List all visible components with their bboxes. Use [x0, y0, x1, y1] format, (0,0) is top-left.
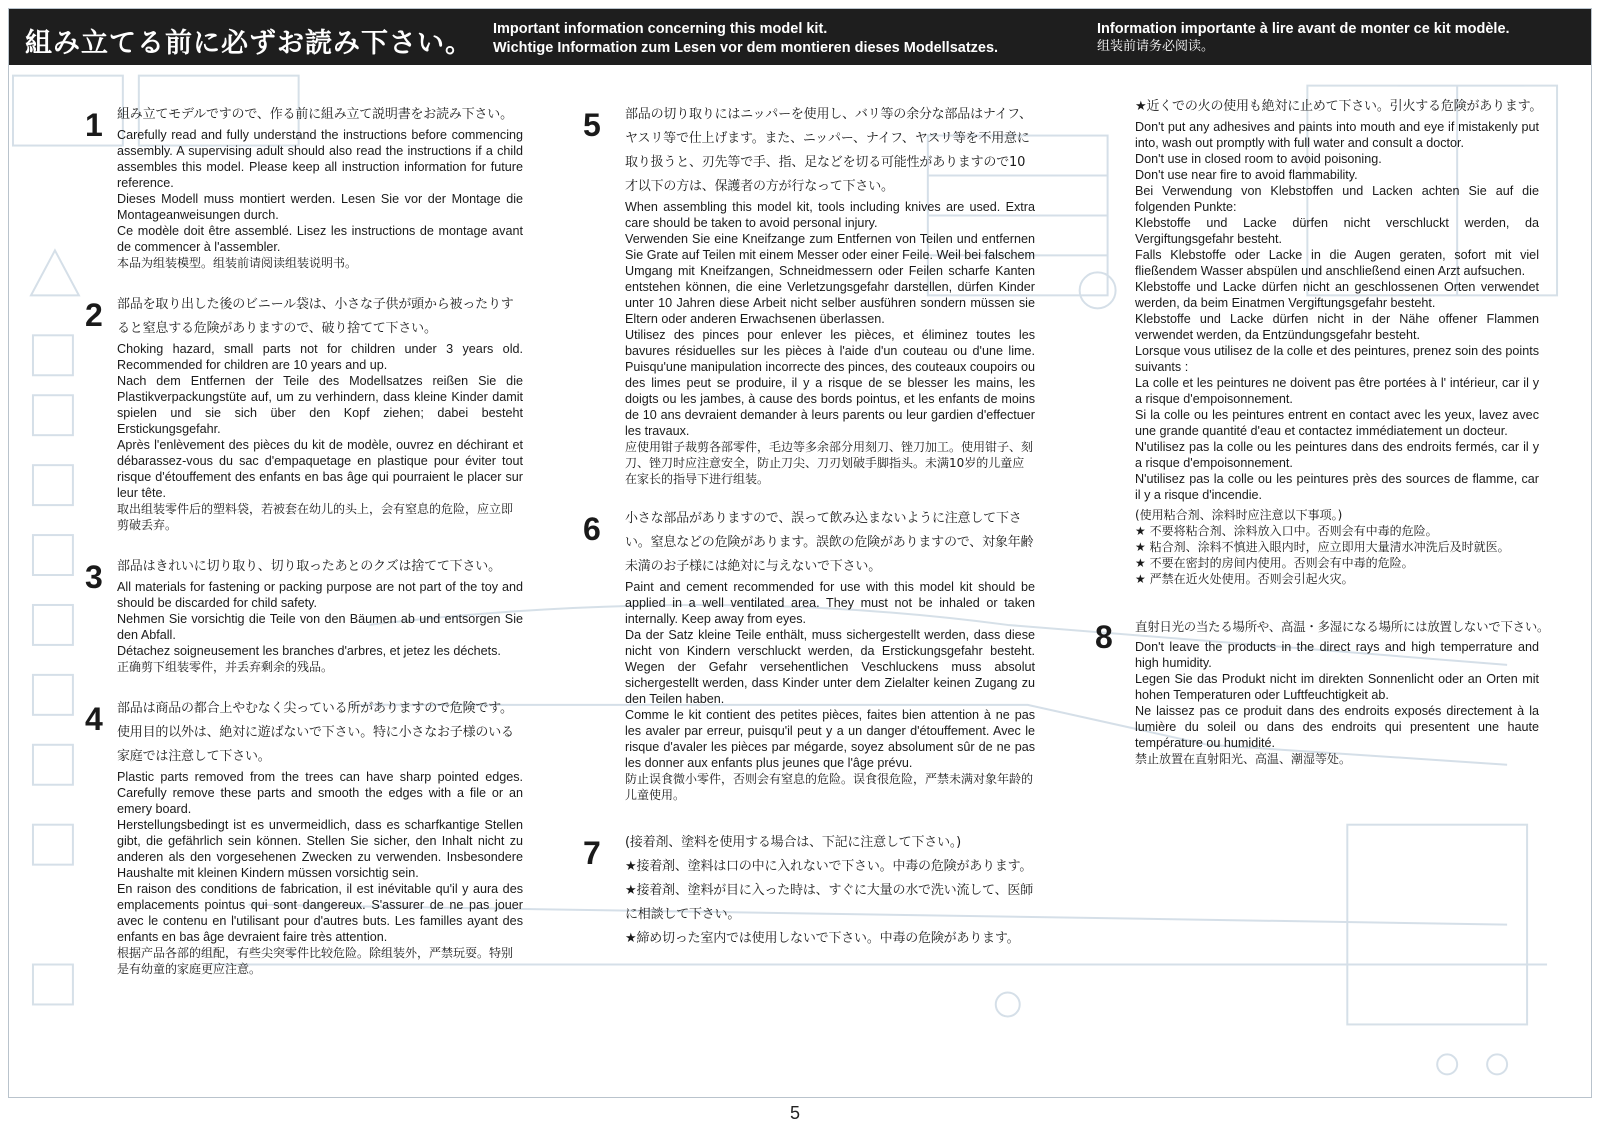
- section-4: [27, 697, 523, 977]
- section-8-japanese: [1135, 615, 1550, 639]
- section-1-french: Ce modèle doit être assemblé. Lisez les instructions de montage avant de commencer à l'assembler.: [117, 224, 523, 254]
- section-7-english-line: Don't use in closed room to avoid poisoning.: [1135, 152, 1382, 166]
- section-8-french: Ne laissez pas ce produit dans des endroits exposés directement à la lumière du soleil ou dans des endroits qui presentent une haute température ou humidité.: [1135, 704, 1539, 750]
- section-1-japanese: [117, 103, 523, 127]
- section-7: [535, 831, 1035, 951]
- section-7-french-line: N'utilisez pas la colle ou les peintures dans des endroits fermés, car il y a risque d'empoisonnement.: [1135, 440, 1539, 470]
- section-1-english: Carefully read and fully understand the instructions before commencing assembly. A supervising adult should also read the instructions if a child assembles this model. Please keep all instruction information for future reference.: [117, 128, 523, 190]
- section-6: [535, 507, 1035, 803]
- section-7-german-line: Klebstoffe und Lacke dürfen nicht verschluckt werden, da Vergiftungsgefahr besteht.: [1135, 216, 1539, 246]
- jp-line: 使用目的以外は、絶対に遊ばないで下さい。特に小さなお子様のいる: [117, 725, 514, 740]
- section-5-french: Utilisez des pinces pour enlever les pièces, et éliminez toutes les bavures résiduelles sur les pièces à l'aide d'un couteau ou d'une lime. Puisqu'une manipulation incorrecte des pinces, des couteaux coupoirs ou des limes peut se produire, il y a risque de se blesser les mains, les doigts ou les jambes, à cause des bords pointus, et les enfants de moins de 10 ans devraient demander à leurs parents ou leur gardien d'effectuer les travaux.: [625, 328, 1035, 438]
- section-4-french: En raison des conditions de fabrication, il est inévitable qu'il y aura des emplacements pointus qui sont dangereux. S'assurer de ne pas jouer avec le contenu en l'utilisant pour d'autres buts. Les familles ayant des enfants en bas âge devraient faire très attention.: [117, 882, 523, 944]
- header-french-line: Information importante à lire avant de monter ce kit modèle.: [1097, 21, 1510, 37]
- section-7-french-line: Lorsque vous utilisez de la colle et des peintures, prenez soin des points suivants :: [1135, 344, 1539, 374]
- section-7-continued: [1045, 95, 1543, 587]
- jp-line: 部品はきれいに切り取り、切り取ったあとのクズは捨てて下さい。: [117, 559, 501, 574]
- jp-line: 才以下の方は、保護者の方が行なって下さい。: [625, 179, 894, 194]
- jp-line: 取り扱うと、刃先等で手、指、足などを切る可能性がありますので10: [625, 155, 1026, 170]
- section-4-japanese: [117, 697, 523, 769]
- section-number: 8: [1095, 619, 1113, 655]
- section-2-french: Après l'enlèvement des pièces du kit de modèle, ouvrez en déchirant et débarassez-vous du sac d'empaquetage en plastique pour éviter tout risque d'étouffement des enfants en bas âge qui pourraient le placer sur leur tête.: [117, 438, 523, 500]
- section-2-chinese: 取出组装零件后的塑料袋，若被套在幼儿的头上，会有窒息的危险，应立即剪破丢弃。: [117, 502, 514, 532]
- section-4-chinese: 根据产品各部的组配，有些尖突零件比较危险。除组装外，严禁玩耍。特别是有幼童的家庭更应注意。: [117, 946, 514, 976]
- section-1-german: Dieses Modell muss montiert werden. Lesen Sie vor der Montage die Montageanweisungen durch.: [117, 192, 523, 222]
- section-8-chinese: 禁止放置在直射阳光、高温、潮湿等处。: [1135, 752, 1352, 766]
- section-4-english: Plastic parts removed from the trees can have sharp pointed edges. Carefully remove these parts and smooth the edges with a file or an emery board.: [117, 770, 523, 816]
- section-3-japanese: [117, 555, 523, 579]
- section-7-chinese-line: (使用粘合剂、涂料时应注意以下事项。): [1135, 508, 1343, 522]
- jp-line: ヤスリ等で仕上げます。また、ニッパー、ナイフ、ヤスリ等を不用意に: [625, 131, 1030, 146]
- header-german-line: Wichtige Information zum Lesen vor dem montieren dieses Modellsatzes.: [493, 40, 999, 56]
- section-7-french-line: La colle et les peintures ne doivent pas être portées à l' intérieur, car il y a risque d'empoisonnement.: [1135, 376, 1539, 406]
- column-2: [535, 73, 1035, 951]
- jp-line: ★接着剤、塗料は口の中に入れないで下さい。中毒の危険があります。: [625, 859, 1033, 874]
- section-7-chinese-line: ★ 不要将粘合剂、涂料放入口中。否则会有中毒的危险。: [1135, 524, 1438, 538]
- jp-line: 組み立てモデルですので、作る前に組み立て説明書をお読み下さい。: [117, 107, 513, 122]
- section-8: [1045, 615, 1550, 767]
- section-7-japanese: [625, 831, 1035, 951]
- section-4-german: Herstellungsbedingt ist es unvermeidlich, dass es scharfkantige Stellen gibt, die gefährlich sein können. Stellen Sie sicher, den Inhalt nicht zu anderen als den vorgesehenen Zwecken zu verwenden. Insbesondere Haushalte mit kleinen Kindern müssen vorsichtig sein.: [117, 818, 523, 880]
- section-3: [27, 555, 523, 675]
- section-8-german: Legen Sie das Produkt nicht im direkten Sonnenlicht oder an Orten mit hohen Temperaturen oder Luftfeuchtigkeit ab.: [1135, 672, 1539, 702]
- section-number: 2: [85, 297, 103, 333]
- section-7-german-line: Bei Verwendung von Klebstoffen und Lacken achten Sie auf die folgenden Punkte:: [1135, 184, 1539, 214]
- page-number: 5: [790, 1103, 801, 1123]
- section-8-english: Don't leave the products in the direct rays and high temperrature and high humidity.: [1135, 640, 1539, 670]
- section-7-english-line: Don't use near fire to avoid flammability.: [1135, 168, 1358, 182]
- section-5-german: Verwenden Sie eine Kneifzange zum Entfernen von Teilen und entfernen Sie Grate auf Teilen mit einem Messer oder einer Feile. Weil bei falschem Umgang mit Kneifzangen, Schneidmessern oder Feilen scharfe Kanten entstehen können, die eine Verletzungsgefahr darstellen, dürfen Kinder unter 10 Jahren diese Arbeit nicht selber ausführen sondern müssen sie Eltern oder anderen Erwachsenen überlassen.: [625, 232, 1035, 326]
- section-6-chinese: 防止误食微小零件，否则会有窒息的危险。误食很危险，严禁未满对象年龄的儿童使用。: [625, 772, 1034, 802]
- jp-line: ★近くでの火の使用も絶対に止めて下さい。引火する危険があります。: [1135, 99, 1543, 114]
- section-number: 7: [583, 835, 601, 871]
- jp-line: 部品は商品の都合上やむなく尖っている所がありますので危険です。: [117, 701, 513, 716]
- section-7-chinese-line: ★ 严禁在近火处使用。否则会引起火灾。: [1135, 572, 1354, 586]
- section-6-japanese: [625, 507, 1035, 579]
- section-2-german: Nach dem Entfernen der Teile des Modellsatzes reißen Sie die Plastikverpackungstüte auf, um zu verhindern, dass kleine Kinder damit spielen und sie sich über den Kopf ziehen; dabei besteht Erstickungsgefahr.: [117, 374, 523, 436]
- section-number: 6: [583, 511, 601, 547]
- jp-line: ★接着剤、塗料が目に入った時は、すぐに大量の水で洗い流して、医師: [625, 883, 1033, 898]
- header-en-de-block: [493, 20, 998, 58]
- section-2-japanese: [117, 293, 523, 341]
- jp-line: 家庭では注意して下さい。: [117, 749, 271, 764]
- section-5-japanese: [625, 103, 1035, 199]
- section-1: [27, 103, 523, 271]
- jp-line: ると窒息する危険がありますので、破り捨てて下さい。: [117, 321, 437, 336]
- section-6-german: Da der Satz kleine Teile enthält, muss sichergestellt werden, dass diese nicht von Kindern verschluckt werden, da Erstickungsgefahr besteht. Wegen der Gefahr versehentlichen Veschluckens muss absolut sichergestellt werden, dass Kinder unter dem Zielalter keinen Zugang zu den Teilen haben.: [625, 628, 1035, 706]
- section-3-german: Nehmen Sie vorsichtig die Teile von den Bäumen ab und entsorgen Sie den Abfall.: [117, 612, 523, 642]
- jp-line: 小さな部品がありますので、誤って飲み込まないように注意して下さ: [625, 511, 1022, 526]
- section-7-chinese-line: ★ 粘合剂、涂料不慎进入眼内时，应立即用大量清水冲洗后及时就医。: [1135, 540, 1510, 554]
- section-2-english: Choking hazard, small parts not for children under 3 years old. Recommended for children are 10 years and up.: [117, 342, 523, 372]
- section-7-german-line: Klebstoffe und Lacke dürfen nicht in der Nähe offener Flammen verwendet werden, da Entzündungsgefahr besteht.: [1135, 312, 1539, 342]
- section-7-french-line: N'utilisez pas la colle ou les peintures près des sources de flamme, car il y a risque d'incendie.: [1135, 472, 1539, 502]
- section-7-chinese-line: ★ 不要在密封的房间内使用。否则会有中毒的危险。: [1135, 556, 1414, 570]
- section-3-chinese: 正确剪下组装零件，并丢弃剩余的残品。: [117, 660, 334, 674]
- section-7-continued-japanese: [1135, 95, 1543, 119]
- section-5-chinese: 应使用钳子裁剪各部零件，毛边等多余部分用刻刀、锉刀加工。使用钳子、刻刀、锉刀时应注意安全，防止刀尖、刀刃划破手脚指头。未满10岁的儿童应在家长的指导下进行组装。: [625, 440, 1034, 486]
- section-6-french: Comme le kit contient des petites pièces, faites bien attention à ne pas les avaler par erreur, puisqu'il peut y a un danger d'étouffement. Avec le risque d'avaler les pièces par mégarde, soyez absolument sûr de ne pas les donner aux enfants plus jeunes que l'âge prévu.: [625, 708, 1035, 770]
- section-number: 3: [85, 559, 103, 595]
- column-1: [27, 73, 523, 977]
- section-7-german-line: Klebstoffe und Lacke dürfen nicht an geschlossenen Orten verwendet werden, da beim Einatmen Vergiftungsgefahr besteht.: [1135, 280, 1539, 310]
- section-7-french-line: Si la colle ou les peintures entrent en contact avec les yeux, lavez avec une grande quantité d'eau et contactez immédiatement un docteur.: [1135, 408, 1539, 438]
- section-number: 5: [583, 107, 601, 143]
- column-3: [1045, 73, 1550, 767]
- instruction-page: [8, 8, 1592, 1098]
- jp-line: 未満のお子様には絶対に与えないで下さい。: [625, 559, 882, 574]
- jp-line: ★締め切った室内では使用しないで下さい。中毒の危険があります。: [625, 931, 1020, 946]
- header-english-line: Important information concerning this model kit.: [493, 21, 828, 37]
- jp-line: 直射日光の当たる場所や、高温・多湿になる場所には放置しないで下さい。: [1135, 619, 1550, 634]
- header-fr-cn-block: [1097, 20, 1510, 55]
- section-1-chinese: 本品为组装模型。组装前请阅读组装说明书。: [117, 256, 358, 270]
- section-6-english: Paint and cement recommended for use with this model kit should be applied in a well ventilated area. They must not be inhaled or taken internally. Keep away from eyes.: [625, 580, 1035, 626]
- section-2: [27, 293, 523, 533]
- section-3-english: All materials for fastening or packing purpose are not part of the toy and should be discarded for child safety.: [117, 580, 523, 610]
- section-3-french: Détachez soigneusement les branches d'arbres, et jetez les déchets.: [117, 644, 501, 658]
- section-7-english-line: Don't put any adhesives and paints into mouth and eye if mistakenly put into, wash out promptly with full water and consult a doctor.: [1135, 120, 1539, 150]
- jp-line: (接着剤、塗料を使用する場合は、下記に注意して下さい。): [625, 835, 962, 850]
- section-5: [535, 103, 1035, 487]
- header-bar: [9, 9, 1591, 65]
- jp-line: い。窒息などの危険があります。誤飲の危険がありますので、対象年齢: [625, 535, 1034, 550]
- jp-line: に相談して下さい。: [625, 907, 741, 922]
- header-chinese-line: 组装前请务必阅读。: [1097, 39, 1215, 54]
- section-7-german-line: Falls Klebstoffe oder Lacke in die Augen geraten, sofort mit viel fließendem Wasser abspülen und anschließend einen Arzt aufsuchen.: [1135, 248, 1539, 278]
- section-5-english: When assembling this model kit, tools including knives are used. Extra care should be taken to avoid personal injury.: [625, 200, 1035, 230]
- jp-line: 部品の切り取りにはニッパーを使用し、バリ等の余分な部品はナイフ、: [625, 107, 1032, 122]
- header-japanese-title: 組み立てる前に必ずお読み下さい。: [25, 28, 473, 59]
- section-number: 4: [85, 701, 103, 737]
- jp-line: 部品を取り出した後のビニール袋は、小さな子供が頭から被ったりす: [117, 297, 514, 312]
- section-number: 1: [85, 107, 103, 143]
